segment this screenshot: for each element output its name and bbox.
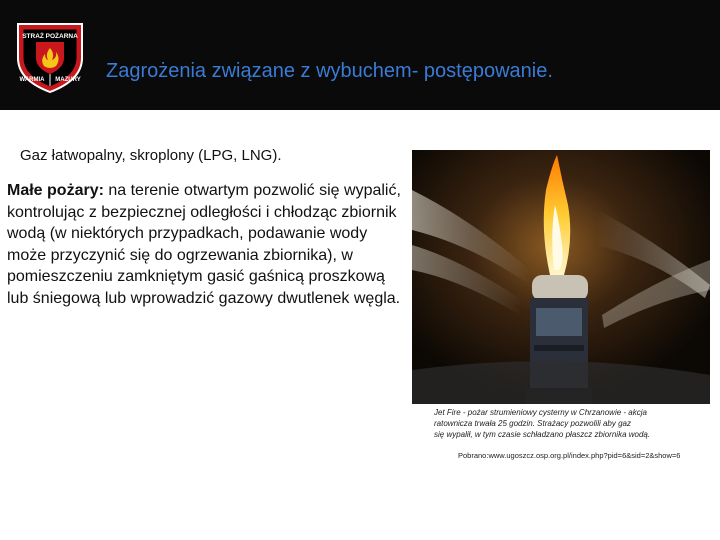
header-bar [0,0,720,110]
photo-caption [434,407,714,440]
logo-text-left: WARMIA [19,77,45,83]
body-paragraph [7,180,407,309]
body-bold-label: Małe pożary: [7,182,104,199]
jet-fire-tanker-photo-icon [412,150,710,404]
caption-line: ratownicza trwała 25 godzin. Strażacy pozwolili aby gaz [434,419,631,428]
logo-text-top: STRAŻ POŻARNA [22,33,78,40]
section-subtitle: Gaz łatwopalny, skroplony (LPG, LNG). [20,147,282,164]
caption-line: Jet Fire - pożar strumieniowy cysterny w Chrzanowie - akcja [434,408,647,417]
slide-content [0,110,720,540]
fire-brigade-shield-logo-icon [14,18,86,94]
photo-source-link[interactable]: Pobrano:www.ugoszcz.osp.org.pl/index.php?pid=6&sid=2&show=6 [458,451,681,460]
page-title: Zagrożenia związane z wybuchem- postępowanie. [106,60,553,82]
caption-line: się wypalił, w tym czasie schładzano płaszcz zbiornika wodą. [434,430,651,439]
logo-text-right: MAZURY [55,77,81,83]
body-text: na terenie otwartym pozwolić się wypalić, kontrolując z bezpiecznej odległości i chłodząc zbiornik wodą (w niektórych przypadkach, podawanie wody może przyczynić się do ogrzewania zbiornika), w pomieszczeniu zamkniętym gasić gaśnicą proszkową lub śniegową lub wprowadzić gazowy dwutlenek węgla. [7,182,401,307]
